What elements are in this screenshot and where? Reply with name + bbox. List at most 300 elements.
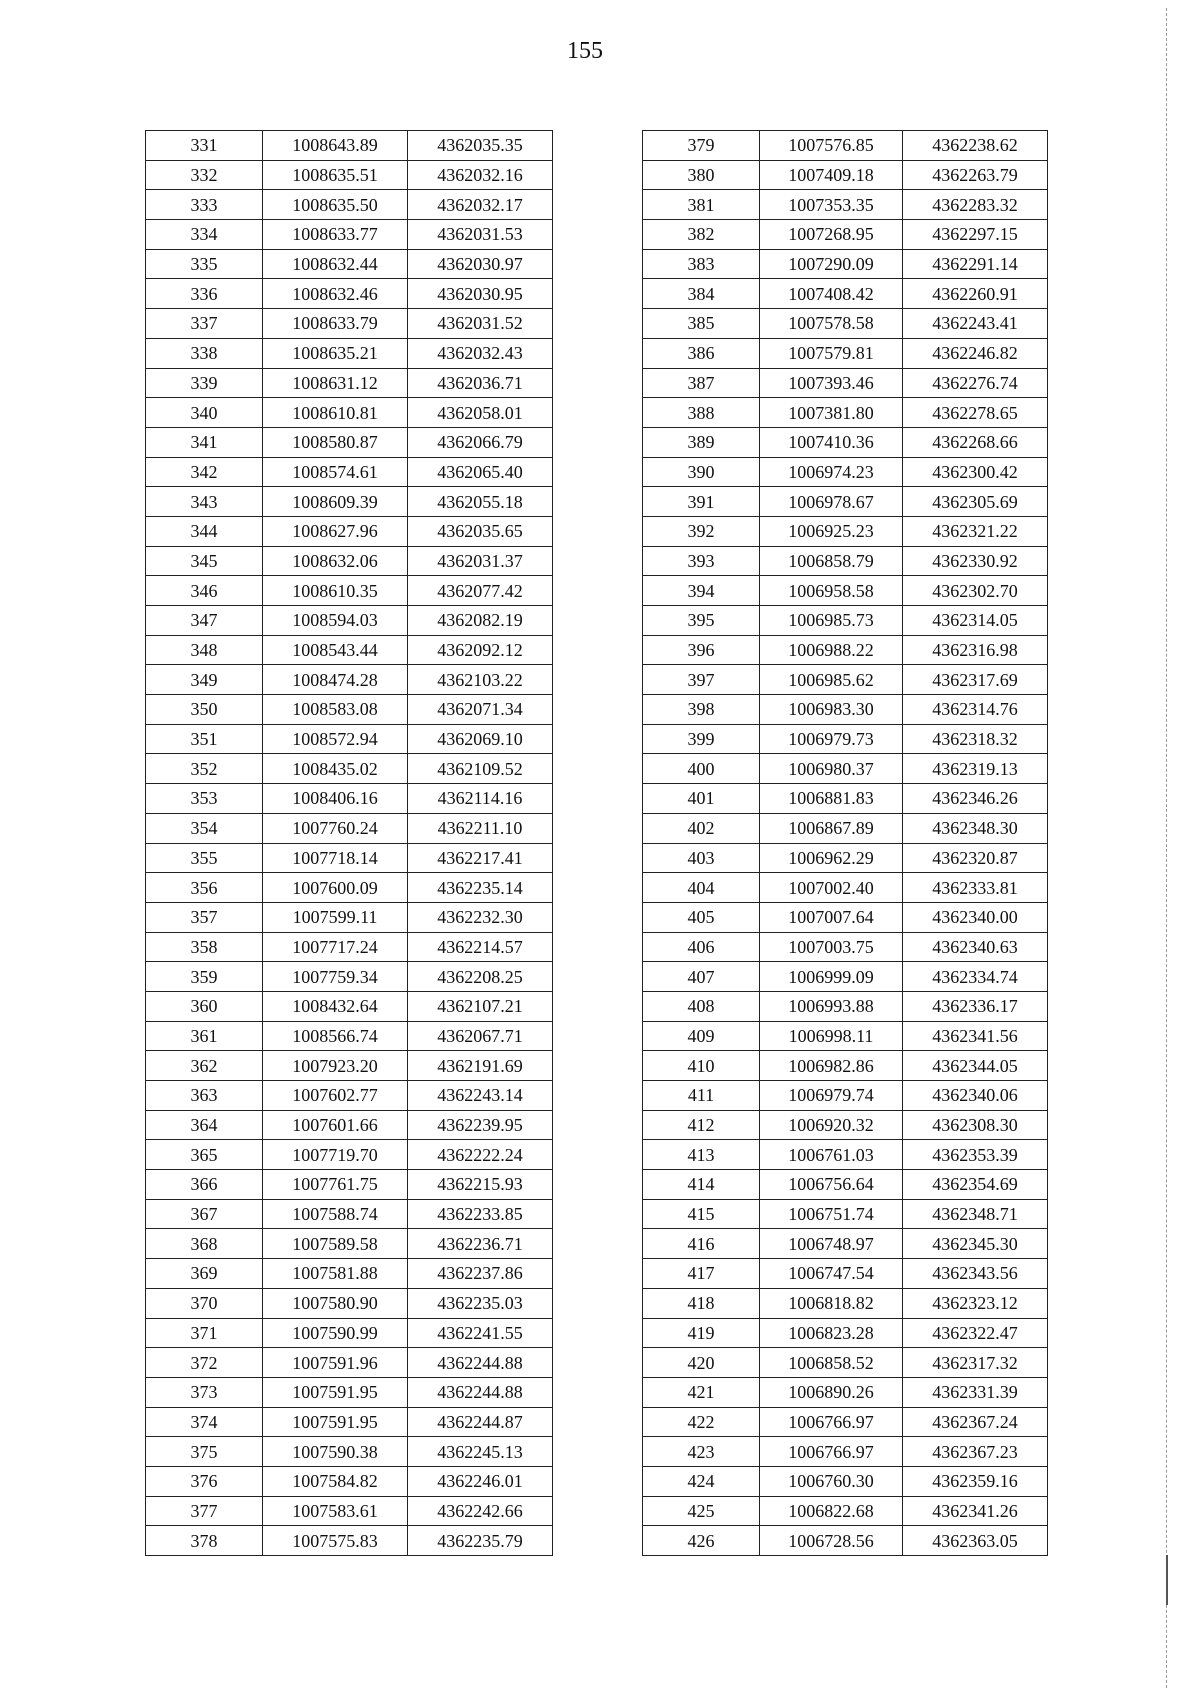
table-row: [643, 279, 1048, 309]
table-row: [146, 160, 553, 190]
point-number-cell: 399: [643, 724, 760, 754]
table-row: [643, 1081, 1048, 1111]
y-coordinate-cell: 4362241.55: [408, 1318, 553, 1348]
table-row: [146, 873, 553, 903]
point-number-cell: 424: [643, 1466, 760, 1496]
y-coordinate-cell: 4362305.69: [903, 487, 1048, 517]
point-number-cell: 404: [643, 873, 760, 903]
table-row: [643, 131, 1048, 161]
page-number: 155: [567, 38, 603, 64]
y-coordinate-cell: 4362341.56: [903, 1021, 1048, 1051]
x-coordinate-cell: 1006978.67: [760, 487, 903, 517]
table-row: [146, 457, 553, 487]
y-coordinate-cell: 4362308.30: [903, 1110, 1048, 1140]
table-row: [643, 754, 1048, 784]
y-coordinate-cell: 4362340.00: [903, 902, 1048, 932]
y-coordinate-cell: 4362069.10: [408, 724, 553, 754]
x-coordinate-cell: 1006867.89: [760, 813, 903, 843]
table-row: [643, 398, 1048, 428]
point-number-cell: 381: [643, 190, 760, 220]
x-coordinate-cell: 1007591.96: [263, 1348, 408, 1378]
x-coordinate-cell: 1007007.64: [760, 902, 903, 932]
point-number-cell: 353: [146, 784, 263, 814]
y-coordinate-cell: 4362066.79: [408, 427, 553, 457]
x-coordinate-cell: 1006766.97: [760, 1437, 903, 1467]
y-coordinate-cell: 4362233.85: [408, 1199, 553, 1229]
y-coordinate-cell: 4362030.97: [408, 249, 553, 279]
table-row: [146, 1229, 553, 1259]
point-number-cell: 357: [146, 902, 263, 932]
table-row: [643, 1140, 1048, 1170]
point-number-cell: 403: [643, 843, 760, 873]
point-number-cell: 374: [146, 1407, 263, 1437]
y-coordinate-cell: 4362191.69: [408, 1051, 553, 1081]
point-number-cell: 366: [146, 1170, 263, 1200]
x-coordinate-cell: 1008632.44: [263, 249, 408, 279]
table-row: [643, 606, 1048, 636]
coordinates-table-left: [145, 130, 553, 1556]
table-row: [146, 398, 553, 428]
table-row: [643, 843, 1048, 873]
table-row: [146, 843, 553, 873]
y-coordinate-cell: 4362236.71: [408, 1229, 553, 1259]
table-row: [146, 1288, 553, 1318]
x-coordinate-cell: 1006962.29: [760, 843, 903, 873]
table-row: [643, 516, 1048, 546]
y-coordinate-cell: 4362260.91: [903, 279, 1048, 309]
table-row: [146, 724, 553, 754]
y-coordinate-cell: 4362341.26: [903, 1496, 1048, 1526]
point-number-cell: 351: [146, 724, 263, 754]
y-coordinate-cell: 4362340.63: [903, 932, 1048, 962]
table-row: [643, 160, 1048, 190]
x-coordinate-cell: 1008633.79: [263, 309, 408, 339]
table-row: [643, 1229, 1048, 1259]
point-number-cell: 368: [146, 1229, 263, 1259]
table-row: [146, 249, 553, 279]
table-row: [146, 1318, 553, 1348]
y-coordinate-cell: 4362217.41: [408, 843, 553, 873]
x-coordinate-cell: 1006920.32: [760, 1110, 903, 1140]
point-number-cell: 398: [643, 695, 760, 725]
y-coordinate-cell: 4362109.52: [408, 754, 553, 784]
point-number-cell: 360: [146, 991, 263, 1021]
scan-edge-mark: [1166, 1555, 1168, 1605]
y-coordinate-cell: 4362067.71: [408, 1021, 553, 1051]
y-coordinate-cell: 4362314.05: [903, 606, 1048, 636]
point-number-cell: 354: [146, 813, 263, 843]
table-row: [643, 1437, 1048, 1467]
y-coordinate-cell: 4362238.62: [903, 131, 1048, 161]
y-coordinate-cell: 4362030.95: [408, 279, 553, 309]
table-row: [643, 724, 1048, 754]
point-number-cell: 341: [146, 427, 263, 457]
table-row: [146, 546, 553, 576]
point-number-cell: 385: [643, 309, 760, 339]
y-coordinate-cell: 4362246.82: [903, 338, 1048, 368]
point-number-cell: 339: [146, 368, 263, 398]
point-number-cell: 400: [643, 754, 760, 784]
x-coordinate-cell: 1006974.23: [760, 457, 903, 487]
y-coordinate-cell: 4362235.79: [408, 1526, 553, 1556]
x-coordinate-cell: 1007353.35: [760, 190, 903, 220]
point-number-cell: 343: [146, 487, 263, 517]
y-coordinate-cell: 4362354.69: [903, 1170, 1048, 1200]
x-coordinate-cell: 1007581.88: [263, 1259, 408, 1289]
table-row: [146, 1437, 553, 1467]
x-coordinate-cell: 1006760.30: [760, 1466, 903, 1496]
table-row: [643, 220, 1048, 250]
x-coordinate-cell: 1007760.24: [263, 813, 408, 843]
x-coordinate-cell: 1008566.74: [263, 1021, 408, 1051]
x-coordinate-cell: 1007590.99: [263, 1318, 408, 1348]
table-row: [146, 754, 553, 784]
point-number-cell: 390: [643, 457, 760, 487]
y-coordinate-cell: 4362333.81: [903, 873, 1048, 903]
x-coordinate-cell: 1008627.96: [263, 516, 408, 546]
y-coordinate-cell: 4362302.70: [903, 576, 1048, 606]
point-number-cell: 420: [643, 1348, 760, 1378]
table-row: [146, 516, 553, 546]
y-coordinate-cell: 4362036.71: [408, 368, 553, 398]
x-coordinate-cell: 1006822.68: [760, 1496, 903, 1526]
y-coordinate-cell: 4362353.39: [903, 1140, 1048, 1170]
table-row: [643, 991, 1048, 1021]
point-number-cell: 387: [643, 368, 760, 398]
point-number-cell: 375: [146, 1437, 263, 1467]
x-coordinate-cell: 1007408.42: [760, 279, 903, 309]
x-coordinate-cell: 1006881.83: [760, 784, 903, 814]
x-coordinate-cell: 1007002.40: [760, 873, 903, 903]
point-number-cell: 384: [643, 279, 760, 309]
table-row: [643, 695, 1048, 725]
y-coordinate-cell: 4362283.32: [903, 190, 1048, 220]
table-row: [146, 1199, 553, 1229]
point-number-cell: 335: [146, 249, 263, 279]
y-coordinate-cell: 4362334.74: [903, 962, 1048, 992]
point-number-cell: 380: [643, 160, 760, 190]
table-row: [146, 1377, 553, 1407]
x-coordinate-cell: 1008580.87: [263, 427, 408, 457]
table-row: [146, 309, 553, 339]
x-coordinate-cell: 1006766.97: [760, 1407, 903, 1437]
table-row: [146, 1348, 553, 1378]
x-coordinate-cell: 1008543.44: [263, 635, 408, 665]
table-row: [146, 1170, 553, 1200]
point-number-cell: 401: [643, 784, 760, 814]
y-coordinate-cell: 4362058.01: [408, 398, 553, 428]
y-coordinate-cell: 4362035.65: [408, 516, 553, 546]
y-coordinate-cell: 4362263.79: [903, 160, 1048, 190]
point-number-cell: 382: [643, 220, 760, 250]
y-coordinate-cell: 4362246.01: [408, 1466, 553, 1496]
x-coordinate-cell: 1007717.24: [263, 932, 408, 962]
x-coordinate-cell: 1008609.39: [263, 487, 408, 517]
x-coordinate-cell: 1008643.89: [263, 131, 408, 161]
x-coordinate-cell: 1006979.73: [760, 724, 903, 754]
y-coordinate-cell: 4362055.18: [408, 487, 553, 517]
x-coordinate-cell: 1007719.70: [263, 1140, 408, 1170]
y-coordinate-cell: 4362107.21: [408, 991, 553, 1021]
table-row: [643, 427, 1048, 457]
x-coordinate-cell: 1006748.97: [760, 1229, 903, 1259]
x-coordinate-cell: 1007923.20: [263, 1051, 408, 1081]
x-coordinate-cell: 1007290.09: [760, 249, 903, 279]
y-coordinate-cell: 4362092.12: [408, 635, 553, 665]
y-coordinate-cell: 4362317.32: [903, 1348, 1048, 1378]
y-coordinate-cell: 4362235.14: [408, 873, 553, 903]
y-coordinate-cell: 4362031.53: [408, 220, 553, 250]
y-coordinate-cell: 4362214.57: [408, 932, 553, 962]
table-row: [643, 902, 1048, 932]
x-coordinate-cell: 1007761.75: [263, 1170, 408, 1200]
y-coordinate-cell: 4362114.16: [408, 784, 553, 814]
table-row: [146, 784, 553, 814]
x-coordinate-cell: 1008635.51: [263, 160, 408, 190]
point-number-cell: 333: [146, 190, 263, 220]
x-coordinate-cell: 1006925.23: [760, 516, 903, 546]
table-row: [643, 309, 1048, 339]
point-number-cell: 348: [146, 635, 263, 665]
table-row: [146, 813, 553, 843]
point-number-cell: 350: [146, 695, 263, 725]
x-coordinate-cell: 1007268.95: [760, 220, 903, 250]
x-coordinate-cell: 1008583.08: [263, 695, 408, 725]
coordinates-table-left-body: [146, 131, 553, 1556]
table-row: [146, 220, 553, 250]
table-row: [146, 338, 553, 368]
y-coordinate-cell: 4362222.24: [408, 1140, 553, 1170]
y-coordinate-cell: 4362297.15: [903, 220, 1048, 250]
table-row: [643, 873, 1048, 903]
table-row: [643, 249, 1048, 279]
point-number-cell: 345: [146, 546, 263, 576]
point-number-cell: 409: [643, 1021, 760, 1051]
x-coordinate-cell: 1007759.34: [263, 962, 408, 992]
table-row: [146, 1110, 553, 1140]
y-coordinate-cell: 4362244.87: [408, 1407, 553, 1437]
x-coordinate-cell: 1007601.66: [263, 1110, 408, 1140]
y-coordinate-cell: 4362323.12: [903, 1288, 1048, 1318]
y-coordinate-cell: 4362082.19: [408, 606, 553, 636]
point-number-cell: 413: [643, 1140, 760, 1170]
point-number-cell: 395: [643, 606, 760, 636]
point-number-cell: 367: [146, 1199, 263, 1229]
point-number-cell: 392: [643, 516, 760, 546]
point-number-cell: 342: [146, 457, 263, 487]
point-number-cell: 365: [146, 1140, 263, 1170]
x-coordinate-cell: 1006958.58: [760, 576, 903, 606]
point-number-cell: 346: [146, 576, 263, 606]
x-coordinate-cell: 1007583.61: [263, 1496, 408, 1526]
x-coordinate-cell: 1006751.74: [760, 1199, 903, 1229]
y-coordinate-cell: 4362031.37: [408, 546, 553, 576]
x-coordinate-cell: 1006823.28: [760, 1318, 903, 1348]
x-coordinate-cell: 1008574.61: [263, 457, 408, 487]
point-number-cell: 422: [643, 1407, 760, 1437]
x-coordinate-cell: 1006998.11: [760, 1021, 903, 1051]
x-coordinate-cell: 1007589.58: [263, 1229, 408, 1259]
x-coordinate-cell: 1008594.03: [263, 606, 408, 636]
x-coordinate-cell: 1007599.11: [263, 902, 408, 932]
y-coordinate-cell: 4362317.69: [903, 665, 1048, 695]
x-coordinate-cell: 1007584.82: [263, 1466, 408, 1496]
point-number-cell: 411: [643, 1081, 760, 1111]
y-coordinate-cell: 4362268.66: [903, 427, 1048, 457]
point-number-cell: 397: [643, 665, 760, 695]
y-coordinate-cell: 4362300.42: [903, 457, 1048, 487]
y-coordinate-cell: 4362316.98: [903, 635, 1048, 665]
table-row: [643, 635, 1048, 665]
table-row: [146, 487, 553, 517]
point-number-cell: 423: [643, 1437, 760, 1467]
point-number-cell: 358: [146, 932, 263, 962]
y-coordinate-cell: 4362321.22: [903, 516, 1048, 546]
point-number-cell: 369: [146, 1259, 263, 1289]
y-coordinate-cell: 4362242.66: [408, 1496, 553, 1526]
table-row: [643, 1110, 1048, 1140]
point-number-cell: 406: [643, 932, 760, 962]
x-coordinate-cell: 1008406.16: [263, 784, 408, 814]
x-coordinate-cell: 1008632.46: [263, 279, 408, 309]
x-coordinate-cell: 1006818.82: [760, 1288, 903, 1318]
point-number-cell: 359: [146, 962, 263, 992]
table-row: [643, 1259, 1048, 1289]
x-coordinate-cell: 1007579.81: [760, 338, 903, 368]
table-row: [643, 665, 1048, 695]
x-coordinate-cell: 1007590.38: [263, 1437, 408, 1467]
point-number-cell: 408: [643, 991, 760, 1021]
table-row: [146, 1496, 553, 1526]
y-coordinate-cell: 4362318.32: [903, 724, 1048, 754]
x-coordinate-cell: 1008631.12: [263, 368, 408, 398]
point-number-cell: 416: [643, 1229, 760, 1259]
x-coordinate-cell: 1006747.54: [760, 1259, 903, 1289]
point-number-cell: 331: [146, 131, 263, 161]
table-row: [146, 190, 553, 220]
table-row: [643, 576, 1048, 606]
y-coordinate-cell: 4362032.16: [408, 160, 553, 190]
table-row: [146, 1021, 553, 1051]
scan-edge-line: [1166, 8, 1167, 1688]
x-coordinate-cell: 1007718.14: [263, 843, 408, 873]
y-coordinate-cell: 4362291.14: [903, 249, 1048, 279]
point-number-cell: 340: [146, 398, 263, 428]
table-row: [643, 1466, 1048, 1496]
x-coordinate-cell: 1006993.88: [760, 991, 903, 1021]
y-coordinate-cell: 4362348.71: [903, 1199, 1048, 1229]
coordinates-table-right-body: [643, 131, 1048, 1556]
x-coordinate-cell: 1008474.28: [263, 665, 408, 695]
x-coordinate-cell: 1007409.18: [760, 160, 903, 190]
table-row: [146, 665, 553, 695]
table-row: [643, 1526, 1048, 1556]
point-number-cell: 355: [146, 843, 263, 873]
point-number-cell: 349: [146, 665, 263, 695]
table-row: [643, 1021, 1048, 1051]
table-row: [146, 695, 553, 725]
point-number-cell: 405: [643, 902, 760, 932]
y-coordinate-cell: 4362363.05: [903, 1526, 1048, 1556]
x-coordinate-cell: 1008633.77: [263, 220, 408, 250]
point-number-cell: 371: [146, 1318, 263, 1348]
point-number-cell: 386: [643, 338, 760, 368]
y-coordinate-cell: 4362215.93: [408, 1170, 553, 1200]
point-number-cell: 410: [643, 1051, 760, 1081]
point-number-cell: 407: [643, 962, 760, 992]
point-number-cell: 425: [643, 1496, 760, 1526]
x-coordinate-cell: 1007602.77: [263, 1081, 408, 1111]
x-coordinate-cell: 1007576.85: [760, 131, 903, 161]
table-row: [643, 1496, 1048, 1526]
table-row: [643, 1318, 1048, 1348]
point-number-cell: 352: [146, 754, 263, 784]
point-number-cell: 396: [643, 635, 760, 665]
x-coordinate-cell: 1008435.02: [263, 754, 408, 784]
table-row: [643, 1407, 1048, 1437]
y-coordinate-cell: 4362035.35: [408, 131, 553, 161]
table-row: [146, 1259, 553, 1289]
x-coordinate-cell: 1006858.52: [760, 1348, 903, 1378]
y-coordinate-cell: 4362071.34: [408, 695, 553, 725]
x-coordinate-cell: 1008610.81: [263, 398, 408, 428]
y-coordinate-cell: 4362344.05: [903, 1051, 1048, 1081]
point-number-cell: 393: [643, 546, 760, 576]
table-row: [643, 1288, 1048, 1318]
table-row: [146, 1140, 553, 1170]
y-coordinate-cell: 4362348.30: [903, 813, 1048, 843]
table-row: [643, 813, 1048, 843]
x-coordinate-cell: 1008432.64: [263, 991, 408, 1021]
point-number-cell: 417: [643, 1259, 760, 1289]
point-number-cell: 426: [643, 1526, 760, 1556]
y-coordinate-cell: 4362235.03: [408, 1288, 553, 1318]
x-coordinate-cell: 1007588.74: [263, 1199, 408, 1229]
y-coordinate-cell: 4362031.52: [408, 309, 553, 339]
point-number-cell: 388: [643, 398, 760, 428]
x-coordinate-cell: 1007410.36: [760, 427, 903, 457]
y-coordinate-cell: 4362346.26: [903, 784, 1048, 814]
x-coordinate-cell: 1008572.94: [263, 724, 408, 754]
point-number-cell: 378: [146, 1526, 263, 1556]
table-row: [146, 131, 553, 161]
table-row: [146, 1407, 553, 1437]
y-coordinate-cell: 4362336.17: [903, 991, 1048, 1021]
point-number-cell: 372: [146, 1348, 263, 1378]
point-number-cell: 361: [146, 1021, 263, 1051]
table-row: [643, 1199, 1048, 1229]
x-coordinate-cell: 1008610.35: [263, 576, 408, 606]
x-coordinate-cell: 1006982.86: [760, 1051, 903, 1081]
point-number-cell: 419: [643, 1318, 760, 1348]
point-number-cell: 334: [146, 220, 263, 250]
y-coordinate-cell: 4362314.76: [903, 695, 1048, 725]
y-coordinate-cell: 4362237.86: [408, 1259, 553, 1289]
table-row: [643, 546, 1048, 576]
point-number-cell: 383: [643, 249, 760, 279]
y-coordinate-cell: 4362331.39: [903, 1377, 1048, 1407]
x-coordinate-cell: 1006756.64: [760, 1170, 903, 1200]
y-coordinate-cell: 4362276.74: [903, 368, 1048, 398]
y-coordinate-cell: 4362211.10: [408, 813, 553, 843]
y-coordinate-cell: 4362367.24: [903, 1407, 1048, 1437]
y-coordinate-cell: 4362322.47: [903, 1318, 1048, 1348]
x-coordinate-cell: 1007591.95: [263, 1377, 408, 1407]
point-number-cell: 347: [146, 606, 263, 636]
table-row: [146, 1466, 553, 1496]
table-row: [146, 1081, 553, 1111]
table-row: [146, 1526, 553, 1556]
